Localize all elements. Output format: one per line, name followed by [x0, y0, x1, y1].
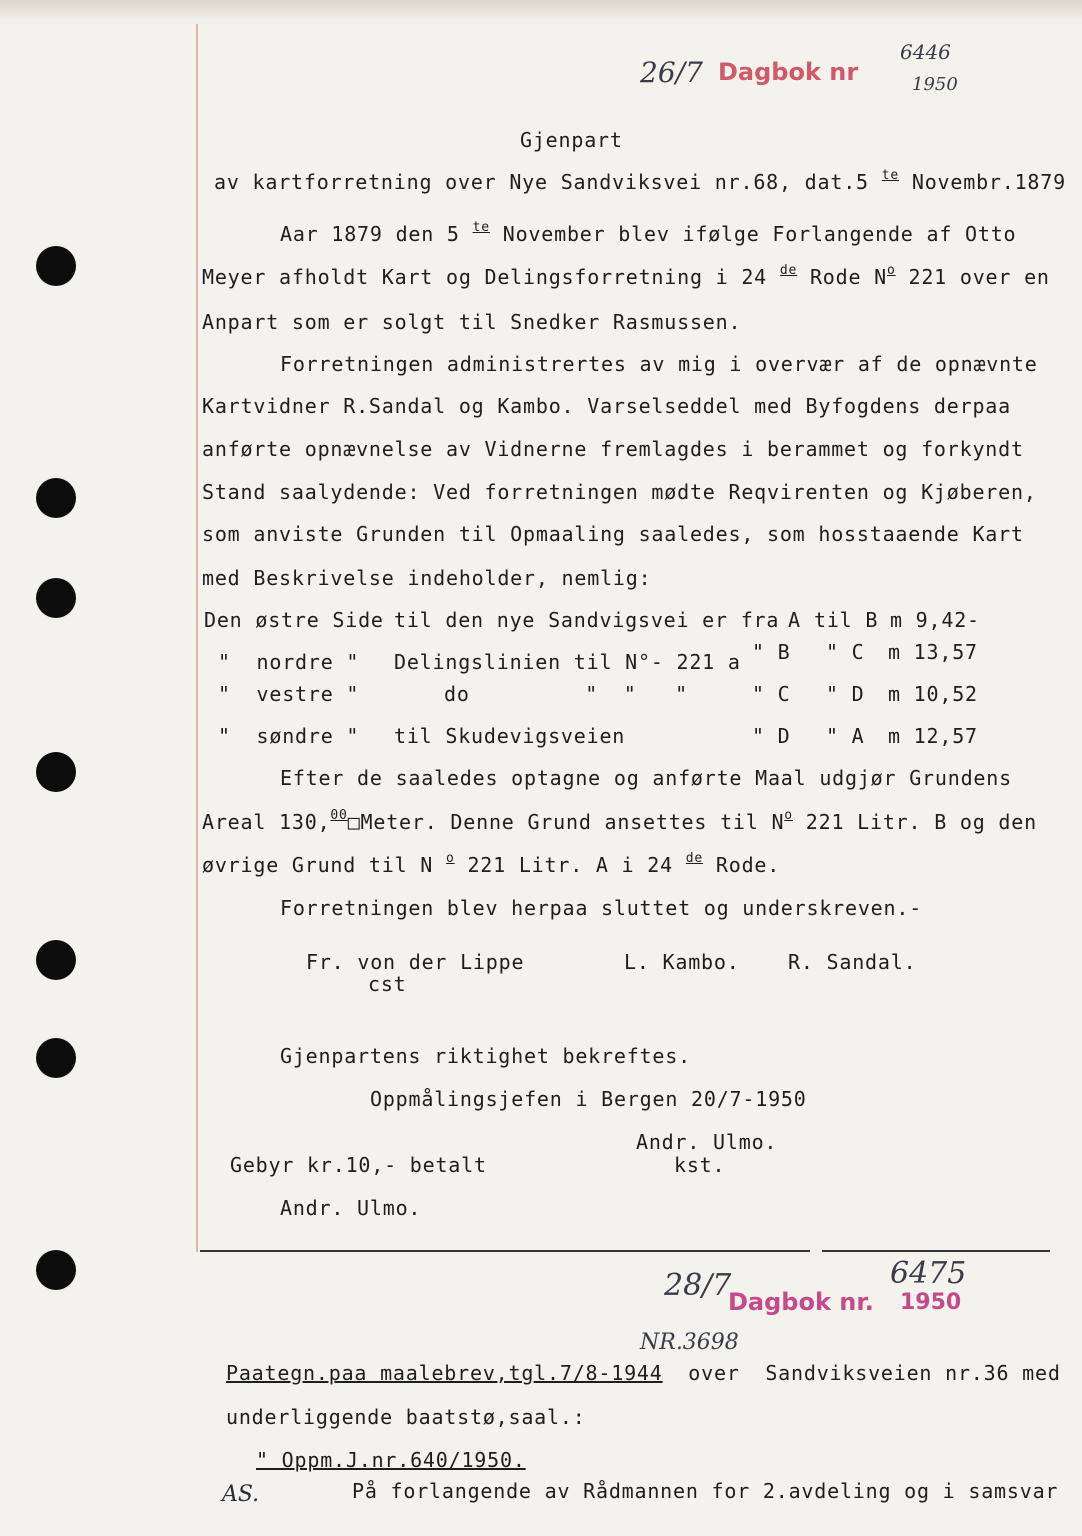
punch-hole: [36, 1038, 76, 1078]
stamp1-year: 1950: [912, 74, 958, 95]
entry2-initials: AS.: [222, 1482, 260, 1507]
row-value: m 9,42-: [890, 608, 980, 632]
row-from: " C: [752, 682, 791, 706]
signature-sandal: R. Sandal.: [788, 950, 917, 974]
stamp2-number: 6475: [890, 1256, 967, 1291]
scan-top-edge: [0, 0, 1082, 22]
row-desc: til den nye Sandvigsvei er fra: [394, 608, 780, 632]
row-value: m 10,52: [888, 682, 978, 706]
punch-hole: [36, 1250, 76, 1290]
row-side: Den østre Side: [204, 608, 384, 632]
divider-left: [200, 1250, 810, 1252]
entry2-line1: Paategn.paa maalebrev,tgl.7/8-1944 over Sandviksveien nr.36 med: [226, 1361, 1061, 1385]
subtitle: av kartforretning over Nye Sandviksvei nr.68, dat.5 $^{te}$ Novembr.1879: [214, 168, 1066, 194]
row-side: " vestre ": [218, 682, 360, 706]
stamp1-date: 26/7: [640, 56, 703, 89]
row-to: " D: [826, 682, 865, 706]
punch-hole: [36, 940, 76, 980]
row-desc: til Skudevigsveien: [394, 724, 626, 748]
row-to: " A: [826, 724, 865, 748]
para2-line: Kartvidner R.Sandal og Kambo. Varselseddel med Byfogdens derpaa: [202, 394, 1011, 418]
row-to: " C: [826, 640, 865, 664]
punch-hole: [36, 752, 76, 792]
stamp2-year: 1950: [900, 1290, 962, 1315]
row-from: " B: [752, 640, 791, 664]
closing-line: Forretningen blev herpaa sluttet og underskreven.-: [280, 896, 923, 920]
signature-lippe: Fr. von der Lippe: [306, 950, 525, 974]
stamp2-label: Dagbok nr.: [728, 1288, 874, 1316]
document-title: Gjenpart: [520, 128, 623, 152]
row-side: " nordre ": [218, 650, 360, 674]
para2-line: med Beskrivelse indeholder, nemlig:: [202, 566, 652, 590]
para1-line3: Anpart som er solgt til Snedker Rasmussen.: [202, 310, 742, 334]
row-value: m 12,57: [888, 724, 978, 748]
punch-hole: [36, 478, 76, 518]
para2-line: Stand saalydende: Ved forretningen mødte Reqvirenten og Kjøberen,: [202, 480, 1037, 504]
signer-left: Andr. Ulmo.: [280, 1196, 422, 1220]
entry2-line3: " Oppm.J.nr.640/1950.: [256, 1448, 526, 1472]
para3-line2: Areal 130,00□Meter. Denne Grund ansettes til $N^o$ 221 Litr. B og den: [202, 808, 1037, 834]
handwritten-nr: NR.3698: [640, 1330, 739, 1355]
para2-line: Forretningen administrertes av mig i overvær af de opnævnte: [280, 352, 1038, 376]
office-date-line: Oppmålingsjefen i Bergen 20/7-1950: [370, 1087, 807, 1111]
row-desc: Delingslinien til N°- 221 a: [394, 650, 741, 674]
row-value: m 13,57: [888, 640, 978, 664]
para3-line1: Efter de saaledes optagne og anførte Maal udgjør Grundens: [280, 766, 1012, 790]
row-to: til B: [814, 608, 879, 632]
para2-line: som anviste Grunden til Opmaaling saaledes, som hosstaaende Kart: [202, 522, 1024, 546]
fee-line: Gebyr kr.10,- betalt: [230, 1153, 487, 1177]
stamp1-label: Dagbok nr: [718, 58, 859, 86]
certification-line: Gjenpartens riktighet bekreftes.: [280, 1044, 691, 1068]
row-from: A: [788, 608, 801, 632]
signer-right: Andr. Ulmo.: [636, 1130, 778, 1154]
row-desc: do " " ": [444, 682, 688, 706]
signature-kambo: L. Kambo.: [624, 950, 740, 974]
stamp1-number: 6446: [900, 40, 951, 64]
signer-right-title: kst.: [674, 1153, 726, 1177]
para3-line3: øvrige Grund til N $^o$ 221 Litr. A i 24 $^{de}$ Rode.: [202, 851, 781, 877]
para1-line1: Aar 1879 den 5 $^{te}$ November blev ifølge Forlangende af Otto: [280, 220, 1017, 246]
para2-line: anførte opnævnelse av Vidnerne fremlagdes i berammet og forkyndt: [202, 437, 1024, 461]
punch-hole: [36, 246, 76, 286]
entry2-line4: På forlangende av Rådmannen for 2.avdeling og i samsvar: [352, 1479, 1059, 1503]
margin-line: [196, 24, 198, 1252]
stamp2-date: 28/7: [664, 1268, 732, 1303]
entry2-line2: underliggende baatstø,saal.:: [226, 1405, 586, 1429]
row-from: " D: [752, 724, 791, 748]
para1-line2: Meyer afholdt Kart og Delingsforretning i 24 $^{de}$ Rode $N^o$ 221 over en: [202, 263, 1050, 289]
divider-right: [822, 1250, 1050, 1252]
signature-lippe-title: cst: [368, 972, 407, 996]
row-side: " søndre ": [218, 724, 360, 748]
punch-hole: [36, 578, 76, 618]
